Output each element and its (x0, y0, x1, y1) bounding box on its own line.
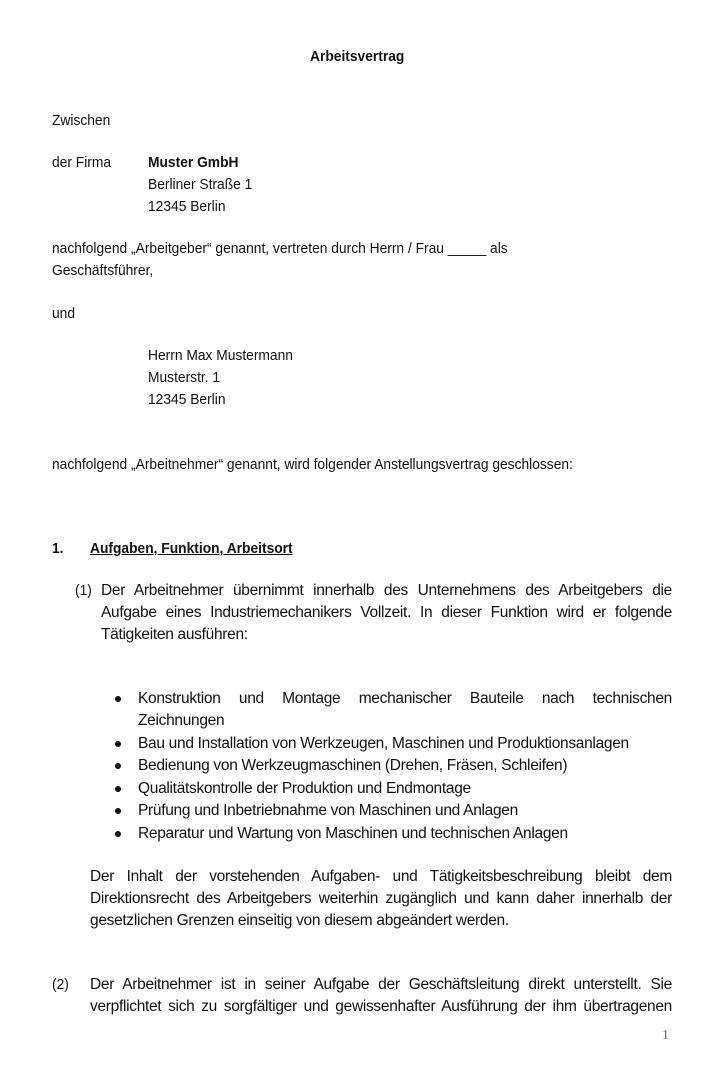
section-heading: Aufgaben, Funktion, Arbeitsort (90, 540, 293, 557)
paragraph-1-line-2: Aufgabe eines Industriemechanikers Vollzeit. In dieser Funktion wird er folgende (101, 604, 672, 621)
list-item-text-continued: Zeichnungen (138, 712, 225, 729)
paragraph-2-line-2: verpflichtet sich zu sorgfältiger und gewissenhafter Ausführung der ihm übertragenen (90, 998, 672, 1015)
employer-label: der Firma (52, 154, 112, 171)
paragraph-2-line-1: Der Arbeitnehmer ist in seiner Aufgabe der Geschäftsleitung direkt unterstellt. Sie (90, 976, 672, 993)
page-number: 1 (662, 1028, 669, 1043)
employer-note-line-2: Geschäftsführer, (52, 262, 154, 279)
list-item-text: Reparatur und Wartung von Maschinen und technischen Anlagen (138, 825, 568, 842)
list-item-text: Prüfung und Inbetriebnahme von Maschinen und Anlagen (138, 802, 518, 819)
bullet-icon (115, 763, 121, 769)
list-item-text: Qualitätskontrolle der Produktion und Endmontage (138, 780, 471, 797)
and-text: und (52, 305, 76, 322)
employee-note: nachfolgend „Arbeitnehmer“ genannt, wird folgender Anstellungsvertrag geschlossen: (52, 456, 573, 473)
note-line-1: Der Inhalt der vorstehenden Aufgaben- und Tätigkeitsbeschreibung bleibt dem (90, 868, 672, 885)
document-title: Arbeitsvertrag (310, 48, 405, 65)
paragraph-1-line-1: Der Arbeitnehmer übernimmt innerhalb des Unternehmens des Arbeitgebers die (101, 582, 672, 599)
paragraph-number-2: (2) (52, 976, 69, 993)
bullet-icon (115, 808, 121, 814)
bullet-icon (115, 786, 121, 792)
employer-note-line-1: nachfolgend „Arbeitgeber“ genannt, vertreten durch Herrn / Frau _____ als (52, 240, 508, 257)
paragraph-1-line-3: Tätigkeiten ausführen: (101, 626, 248, 643)
paragraph-number-1: (1) (75, 582, 92, 599)
list-item-text: Bedienung von Werkzeugmaschinen (Drehen, Fräsen, Schleifen) (138, 757, 568, 774)
bullet-icon (115, 831, 121, 837)
list-item-text: Bau und Installation von Werkzeugen, Maschinen und Produktionsanlagen (138, 735, 629, 752)
list-item-text: Konstruktion und Montage mechanischer Bauteile nach technischen (138, 690, 672, 707)
note-line-3: gesetzlichen Grenzen einseitig von diesem abgeändert werden. (90, 912, 509, 929)
intro-text: Zwischen (52, 112, 111, 129)
bullet-icon (115, 696, 121, 702)
employee-city: 12345 Berlin (148, 391, 226, 408)
bullet-icon (115, 741, 121, 747)
section-number: 1. (52, 540, 64, 557)
employer-street: Berliner Straße 1 (148, 176, 253, 193)
note-line-2: Direktionsrecht des Arbeitgebers weiterhin zugänglich und kann daher innerhalb der (90, 890, 672, 907)
employer-city: 12345 Berlin (148, 198, 226, 215)
employee-name: Herrn Max Mustermann (148, 347, 293, 364)
employee-street: Musterstr. 1 (148, 369, 221, 386)
employer-name: Muster GmbH (148, 154, 239, 171)
